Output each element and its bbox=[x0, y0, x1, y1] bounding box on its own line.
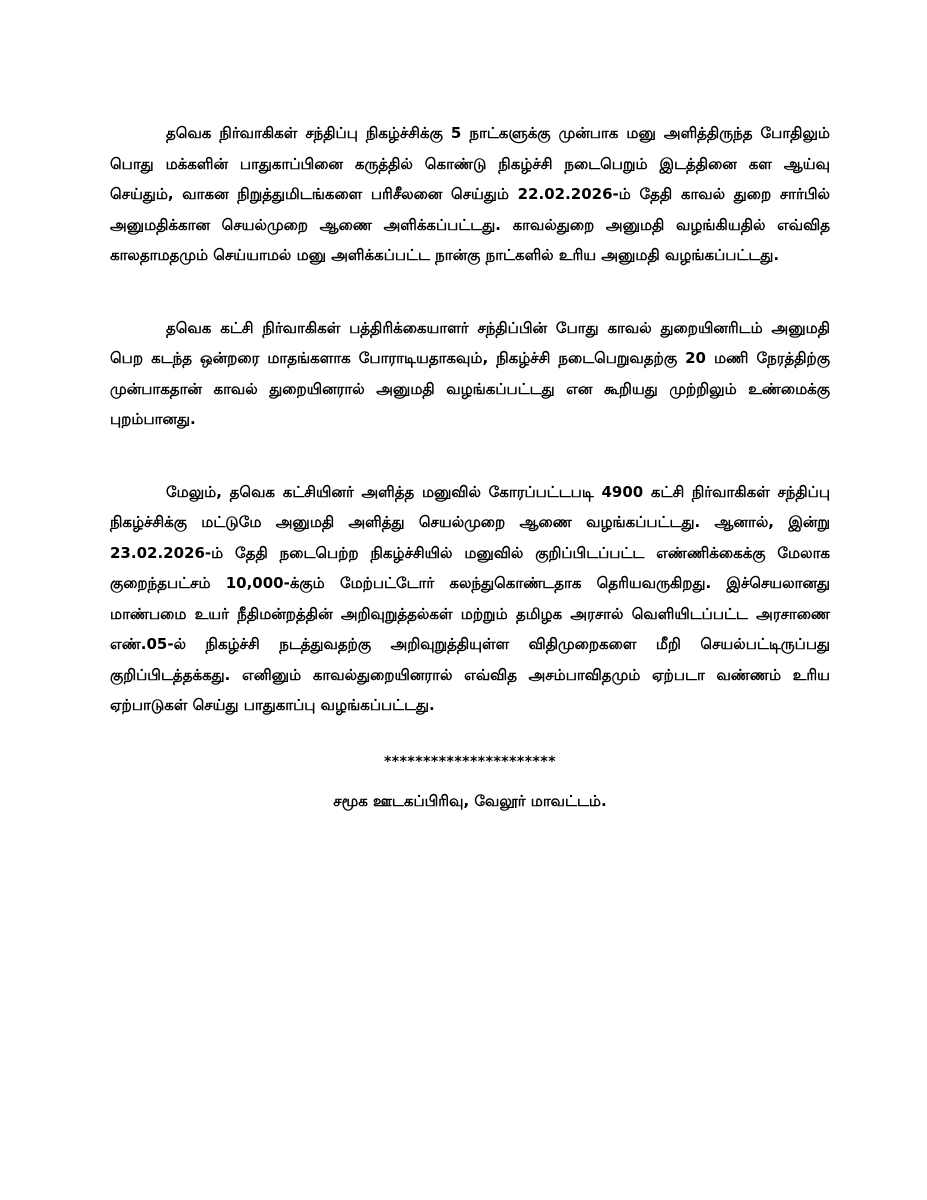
document-body bbox=[110, 118, 830, 813]
paragraph-permission-timeline: தவெக நிர்வாகிகள் சந்திப்பு நிகழ்ச்சிக்கு 5 நாட்களுக்கு முன்பாக மனு அளித்திருந்த போதிலும் பொது மக்களின் பாதுகாப்பினை கருத்தில் கொண்டு நிகழ்ச்சி நடைபெறும் இடத்தினை கள ஆய்வு செய்தும், வாகன நிறுத்துமிடங்களை பரிசீலனை செய்தும் 22.02.2026-ம் தேதி காவல் துறை சார்பில் அனுமதிக்கான செயல்முறை ஆணை அளிக்கப்பட்டது. காவல்துறை அனுமதி வழங்கியதில் எவ்வித காலதாமதமும் செய்யாமல் மனு அளிக்கப்பட்ட நான்கு நாட்களில் உரிய அனுமதி வழங்கப்பட்டது. bbox=[110, 124, 830, 264]
paragraph-attendance-violation: மேலும், தவெக கட்சியினர் அளித்த மனுவில் கோரப்பட்டபடி 4900 கட்சி நிர்வாகிகள் சந்திப்பு நிகழ்ச்சிக்கு மட்டுமே அனுமதி அளித்து செயல்முறை ஆணை வழங்கப்பட்டது. ஆனால், இன்று 23.02.2026-ம் தேதி நடைபெற்ற நிகழ்ச்சியில் மனுவில் குறிப்பிடப்பட்ட எண்ணிக்கைக்கு மேலாக குறைந்தபட்சம் 10,000-க்கும் மேற்பட்டோர் கலந்துகொண்டதாக தெரியவருகிறது. இச்செயலானது மாண்பமை உயர் நீதிமன்றத்தின் அறிவுறுத்தல்கள் மற்றும் தமிழக அரசால் வெளியிடப்பட்ட அரசாணை எண்.05-ல் நிகழ்ச்சி நடத்துவதற்கு அறிவுறுத்தியுள்ள விதிமுறைகளை மீறி செயல்பட்டிருப்பது குறிப்பிடத்தக்கது. எனினும் காவல்துறையினரால் எவ்வித அசம்பாவிதமும் ஏற்படா வண்ணம் உரிய ஏற்பாடுகள் செய்து பாதுகாப்பு வழங்கப்பட்டது. bbox=[110, 482, 830, 714]
signature-line: சமூக ஊடகப்பிரிவு, வேலூர் மாவட்டம். bbox=[333, 791, 607, 810]
section-divider: ********************** bbox=[383, 753, 557, 770]
paragraph-press-meet-claim: தவெக கட்சி நிர்வாகிகள் பத்திரிக்கையாளர் சந்திப்பின் போது காவல் துறையினரிடம் அனுமதி பெற கடந்த ஒன்றரை மாதங்களாக போராடியதாகவும், நிகழ்ச்சி நடைபெறுவதற்கு 20 மணி நேரத்திற்கு முன்பாகதான் காவல் துறையினரால் அனுமதி வழங்கப்பட்டது என கூறியது முற்றிலும் உண்மைக்கு புறம்பானது. bbox=[110, 318, 830, 428]
